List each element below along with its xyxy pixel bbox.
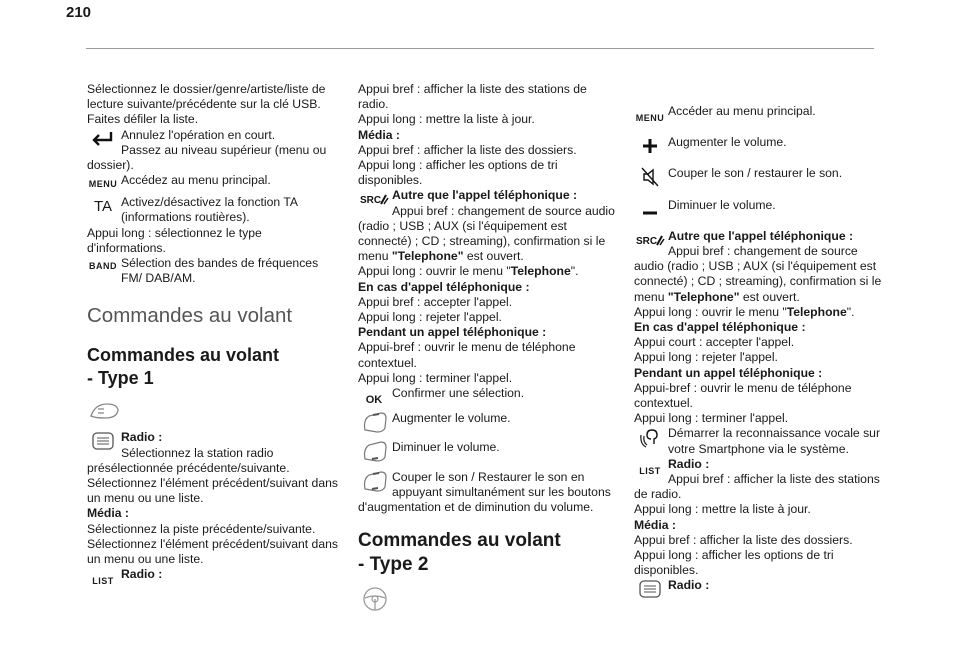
type2-title-line2: - Type 2 [358, 554, 429, 576]
back-entry [87, 128, 341, 174]
c3-src-2b: Telephone [786, 304, 847, 319]
c3-media-1: Appui bref : afficher la liste des dossiers. [634, 532, 853, 547]
steering-switch-icon [87, 400, 341, 426]
c2-src-2a: Appui long : ouvrir le menu " [358, 264, 511, 279]
ta-entry [87, 195, 341, 225]
c3-src-2 [634, 305, 884, 320]
c3-list-entry [634, 457, 884, 503]
c3-menu-label: MENU [635, 112, 665, 123]
list-label: LIST [92, 576, 114, 587]
voice-command-icon [634, 426, 666, 448]
section-title: Commandes au volant [87, 304, 293, 328]
type2-title-line1: Commandes au volant [358, 530, 561, 552]
ta-text: Activez/désactivez la fonction TA (informations routières). [121, 195, 298, 225]
c3-call-2: Appui long : rejeter l'appel. [634, 350, 778, 365]
mute-speaker-icon [634, 166, 666, 188]
c3-src-head: Autre que l'appel téléphonique : [668, 228, 854, 243]
minus-icon [634, 198, 666, 220]
c3-volup-entry [634, 135, 884, 150]
c2-media-head: Média : [358, 127, 400, 142]
c2-src-2c: ". [570, 264, 579, 279]
type1-title-line2: - Type 1 [87, 368, 154, 389]
c3-radio-end-entry [634, 578, 884, 593]
list-button-icon [87, 567, 119, 589]
c2-volup-text: Augmenter le volume. [392, 411, 511, 426]
c3-src-tel: "Telephone" [667, 289, 740, 304]
c2-src-2 [358, 264, 616, 279]
c3-mute-entry [634, 166, 884, 181]
column-1 [87, 82, 341, 589]
c3-src-phone-icon [634, 229, 666, 251]
return-arrow-icon [87, 128, 119, 150]
c2-voldown-text: Diminuer le volume. [392, 440, 500, 455]
header-rule [86, 48, 874, 49]
c3-src-1: Appui bref : changement de source audio (radio ; USB ; AUX (si l'équipement est connecté) ; CD ; streaming), confirmation si le menu [634, 244, 882, 304]
c2-during-head: Pendant un appel téléphonique : [358, 325, 547, 340]
c3-menu-button-icon [634, 104, 666, 126]
type1-title [87, 344, 341, 390]
media-text-2: Sélectionnez l'élément précédent/suivant dans un menu ou une liste. [87, 536, 338, 567]
volume-up-paddle-icon [358, 411, 390, 433]
volume-both-paddle-icon [358, 470, 390, 492]
radio-entry [87, 430, 341, 476]
c2-line-2: Appui long : mettre la liste à jour. [358, 112, 535, 127]
c3-radio-2: Appui long : mettre la liste à jour. [634, 502, 811, 517]
c3-during-head: Pendant un appel téléphonique : [634, 365, 823, 380]
c2-voldown-entry [358, 440, 616, 455]
c3-menu-entry [634, 104, 884, 123]
volume-down-paddle-icon [358, 440, 390, 462]
c3-menu-text: Accéder au menu principal. [668, 104, 816, 118]
c2-ok-text: Confirmer une sélection. [392, 386, 525, 401]
c3-src-entry [634, 229, 884, 305]
c3-radio-head: Radio : [668, 456, 710, 471]
c3-list-switch-icon [634, 578, 666, 600]
c2-ok-entry [358, 386, 616, 406]
band-text: Sélection des bandes de fréquences FM/ DAB/AM. [121, 256, 319, 286]
radio-head: Radio : [121, 430, 163, 445]
svg-text:SRC: SRC [360, 195, 382, 207]
c2-src-1b: est ouvert. [466, 249, 524, 264]
c2-src-entry [358, 188, 616, 264]
c2-src-tel: "Telephone" [391, 249, 464, 264]
intro-text: Sélectionnez le dossier/genre/artiste/liste de lecture suivante/précédente sur la clé USB. [87, 82, 326, 112]
c2-src-2b: Telephone [510, 264, 571, 279]
plus-icon [634, 135, 666, 157]
c3-radio-end: Radio : [668, 578, 710, 593]
c3-call-1: Appui court : accepter l'appel. [634, 335, 795, 350]
back-text-1: Annulez l'opération en court. [121, 127, 276, 142]
c3-voice-entry [634, 426, 884, 456]
c3-list-button-icon [634, 457, 666, 479]
radio-text: Sélectionnez la station radio présélectionnée précédente/suivante. [87, 445, 290, 475]
media-head: Média : [87, 506, 129, 521]
type2-title [358, 529, 616, 577]
c2-during-1: Appui-bref : ouvrir le menu de téléphone contextuel. [358, 340, 576, 370]
c3-src-1b: est ouvert. [742, 289, 800, 304]
type1-title-line1: Commandes au volant [87, 345, 280, 366]
c3-media-2: Appui long : afficher les options de tri disponibles. [634, 548, 834, 578]
back-text-2: Passez au niveau supérieur (menu ou dossier). [87, 142, 327, 173]
band-button-icon [87, 256, 119, 278]
list-radio-head: Radio : [121, 567, 163, 582]
c2-src-1: Appui bref : changement de source audio (radio ; USB ; AUX (si l'équipement est connecté) ; CD ; streaming), confirmation si le menu [358, 203, 615, 264]
c3-call-head: En cas d'appel téléphonique : [634, 320, 806, 335]
c3-list-label: LIST [639, 465, 661, 476]
c2-call-2: Appui long : rejeter l'appel. [358, 310, 502, 325]
c3-during-1: Appui-bref : ouvrir le menu de téléphone contextuel. [634, 380, 852, 411]
band-entry [87, 256, 341, 286]
menu-entry [87, 173, 341, 188]
column-3 [634, 104, 884, 600]
c3-src-2a: Appui long : ouvrir le menu " [634, 304, 787, 319]
ok-label: OK [365, 393, 383, 406]
c2-call-1: Appui bref : accepter l'appel. [358, 294, 513, 309]
svg-text:SRC: SRC [636, 235, 658, 247]
c2-call-head: En cas d'appel téléphonique : [358, 279, 530, 294]
c2-line-3: Appui bref : afficher la liste des dossiers. [358, 142, 577, 157]
ta-long-text: Appui long : sélectionnez le type d'informations. [87, 225, 262, 255]
c3-mute-text: Couper le son / restaurer le son. [668, 166, 843, 181]
page-number: 210 [66, 4, 92, 21]
c2-src-head: Autre que l'appel téléphonique : [392, 188, 578, 203]
menu-text: Accédez au menu principal. [121, 173, 271, 188]
c3-src-2c: ". [846, 304, 855, 319]
column-2 [358, 82, 616, 615]
c2-mute-entry [358, 470, 616, 516]
ta-button-icon [87, 195, 119, 217]
c2-line-4: Appui long : afficher les options de tri disponibles. [358, 158, 558, 188]
c3-media-head: Média : [634, 517, 676, 532]
list-entry [87, 567, 341, 587]
src-phone-icon [358, 188, 390, 210]
c3-voldown-text: Diminuer le volume. [668, 197, 776, 212]
c2-line-1: Appui bref : afficher la liste des stations de radio. [358, 82, 587, 112]
media-text: Sélectionnez la piste précédente/suivante. [87, 521, 316, 536]
band-label: BAND [89, 261, 117, 272]
list-switch-icon [87, 430, 119, 452]
scroll-text: Faites défiler la liste. [87, 112, 199, 127]
radio-text-2: Sélectionnez l'élément précédent/suivant dans un menu ou une liste. [87, 476, 338, 506]
c2-volup-entry [358, 411, 616, 426]
menu-label: MENU [88, 178, 118, 189]
c3-voldown-entry [634, 198, 884, 213]
c3-during-2: Appui long : terminer l'appel. [634, 411, 789, 426]
steering-wheel-icon [358, 585, 616, 615]
c2-mute-text: Couper le son / Restaurer le son en appuyant simultanément sur les boutons d'augmentation et de diminution du volume. [358, 469, 611, 515]
c3-radio-1: Appui bref : afficher la liste des stations de radio. [634, 472, 880, 502]
ok-button-icon [358, 386, 390, 408]
ta-label: TA [93, 197, 113, 215]
c3-volup-text: Augmenter le volume. [668, 135, 787, 150]
menu-button-icon [87, 173, 119, 195]
c3-voice-text: Démarrer la reconnaissance vocale sur votre Smartphone via le système. [668, 426, 881, 456]
c2-during-2: Appui long : terminer l'appel. [358, 370, 513, 385]
